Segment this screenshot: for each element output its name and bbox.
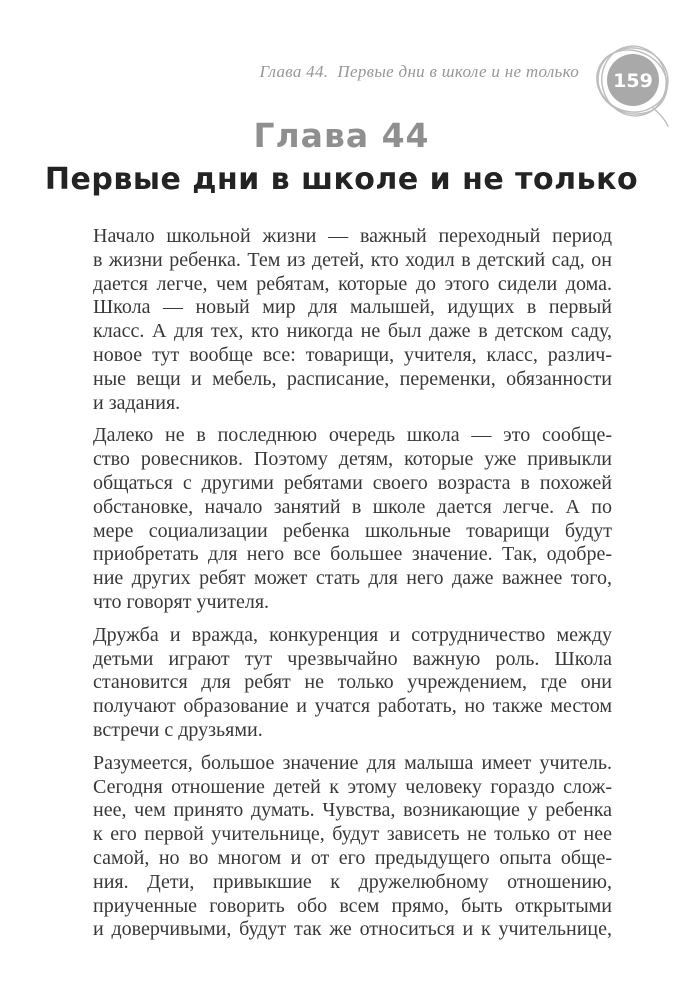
text-line: самой, но во многом и от его предыдущего опыта обще- [93, 846, 612, 869]
page-number: 159 [613, 70, 653, 92]
text-line: ние других ребят может стать для него даже важнее того, [93, 567, 612, 590]
text-line: что говорят учителя. [93, 590, 270, 613]
paragraph [93, 624, 612, 743]
text-line: Сегодня отношение детей к этому человеку гораздо слож- [93, 775, 612, 798]
text-line: становится для ребят не только учреждением, где они [93, 671, 612, 694]
text-line: и задания. [93, 391, 181, 414]
text-line: дается легче, чем ребятам, которые до этого сидели дома. [93, 272, 612, 295]
text-line: класс. А для тех, кто никогда не был даже в детском саду, [93, 320, 612, 343]
text-line: приобретать для него все большее значение. Так, одобре- [93, 543, 612, 566]
chapter-title: Первые дни в школе и не только [44, 162, 639, 197]
text-line: в жизни ребенка. Тем из детей, кто ходил в детский сад, он [93, 248, 612, 271]
text-line: Разумеется, большое значение для малыша имеет учитель. [93, 751, 612, 774]
text-line: и доверчивыми, будут так же относиться и к учительнице, [93, 918, 612, 941]
text-line: Начало школьной жизни — важный переходный период [93, 225, 612, 247]
text-line: получают образование и учатся работать, но также местом [93, 695, 612, 718]
text-line: ство ровесников. Поэтому детям, которые уже привыкли [93, 448, 612, 471]
text-line: мере социализации ребенка школьные товарищи будут [93, 519, 612, 542]
paragraph [93, 225, 612, 415]
paragraph [93, 424, 612, 614]
paragraph [93, 752, 612, 942]
body-text [93, 225, 612, 951]
text-line: Дружба и вражда, конкуренция и сотрудничество между [93, 623, 612, 646]
text-line: обстановке, начало занятий в школе дается легче. А по [93, 495, 612, 518]
text-line: Школа — новый мир для малышей, идущих в первый [93, 296, 612, 319]
text-line: приученные говорить обо всем прямо, быть открытыми [93, 894, 612, 917]
text-line: ные вещи и мебель, расписание, переменки, обязанности [93, 367, 612, 390]
text-line: к его первой учительнице, будут зависеть не только от нее [93, 823, 612, 846]
chapter-label: Глава 44 [253, 116, 430, 155]
text-line: нее, чем принято думать. Чувства, возникающие у ребенка [93, 799, 612, 822]
text-line: ния. Дети, привыкшие к дружелюбному отношению, [93, 870, 612, 893]
text-line: Далеко не в последнюю очередь школа — это сообще- [93, 424, 612, 447]
text-line: новое тут вообще все: товарищи, учителя, класс, различ- [93, 343, 612, 366]
text-line: встречи с друзьями. [93, 718, 263, 741]
text-line: общаться с другими ребятами своего возраста в похожей [93, 471, 612, 494]
text-line: детьми играют тут чрезвычайно важную роль. Школа [93, 647, 612, 670]
running-head: Глава 44. Первые дни в школе и не только [259, 62, 579, 81]
